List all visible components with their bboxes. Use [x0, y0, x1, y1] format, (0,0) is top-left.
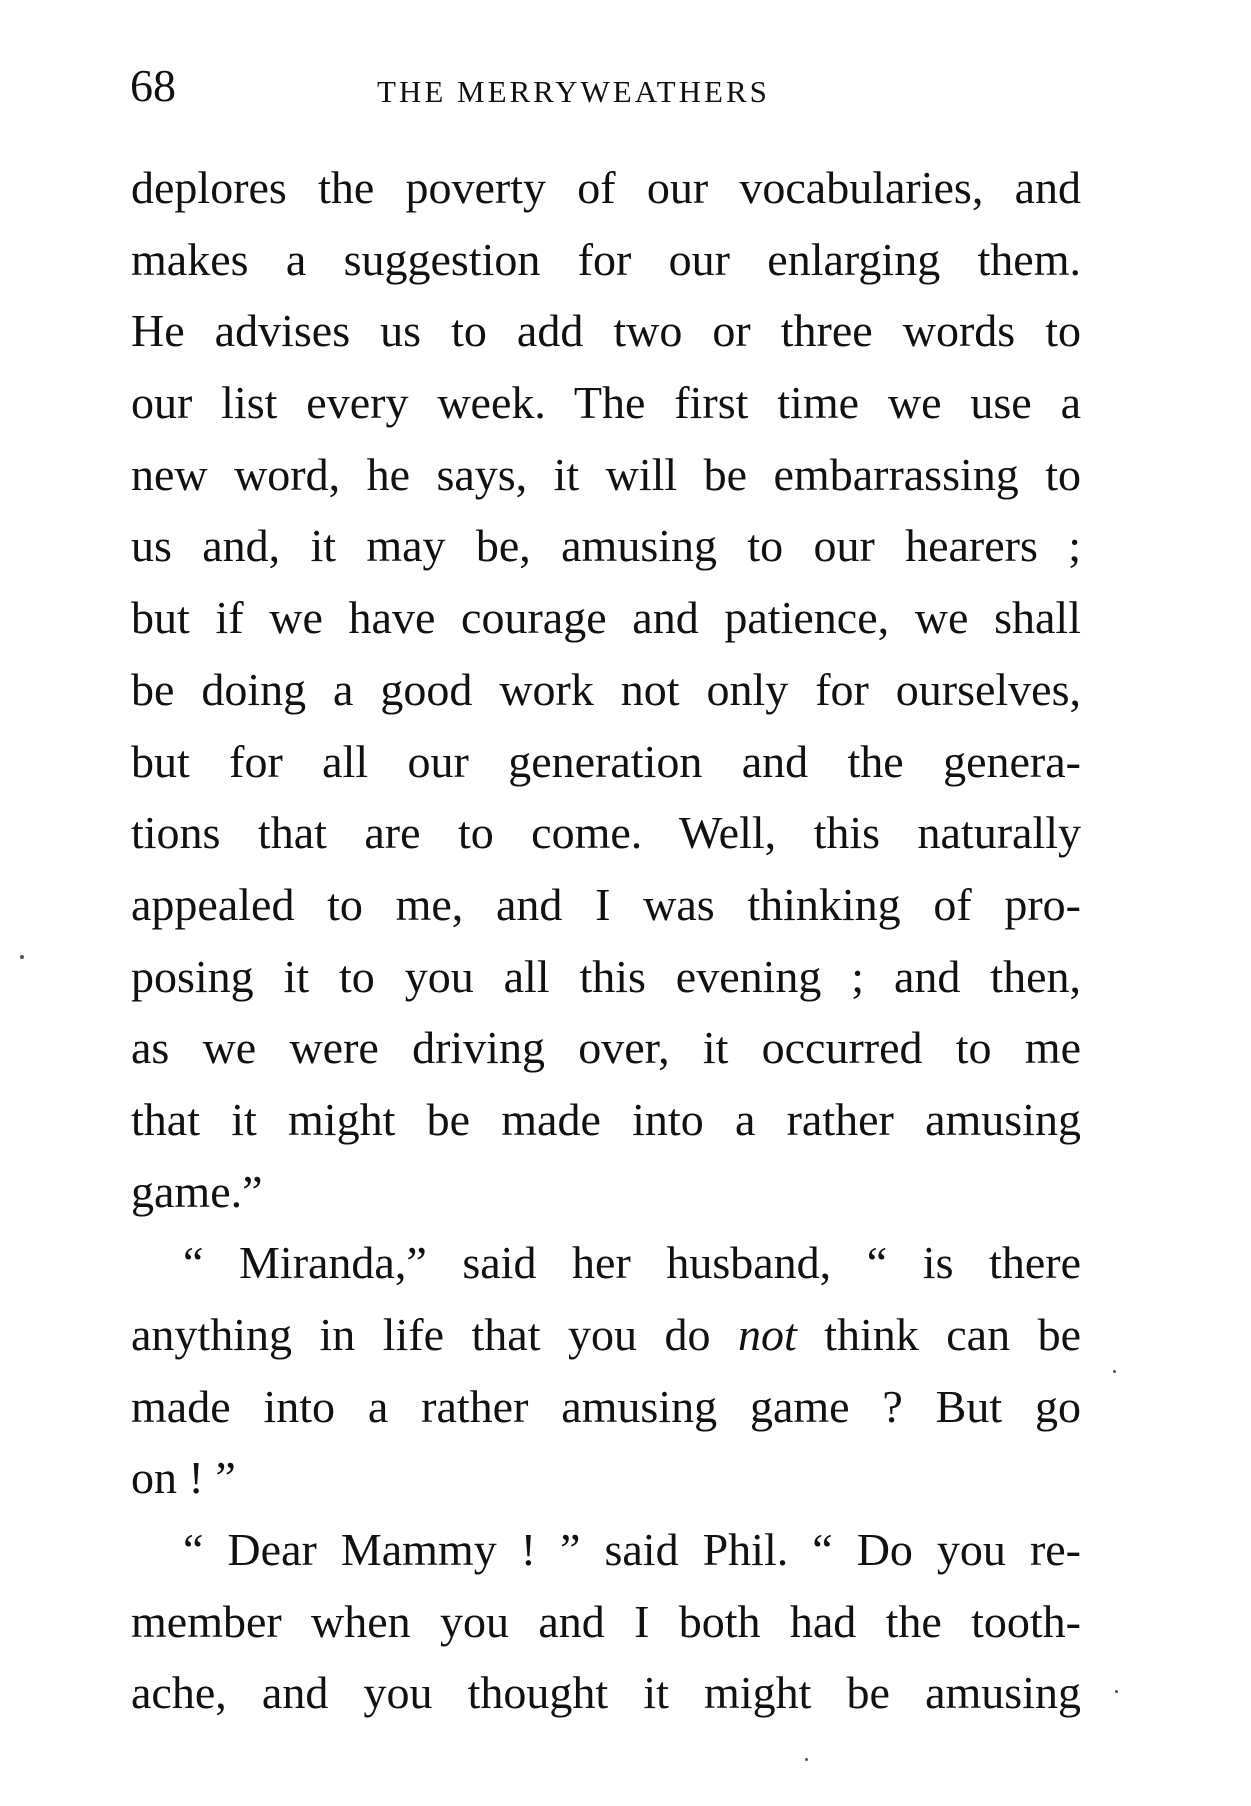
- text-line: makes a suggestion for our enlarging them.: [131, 233, 1081, 285]
- text-line-paragraph-start: [131, 1227, 1081, 1299]
- paper-speck: [20, 955, 24, 959]
- text-line: on ! ”: [131, 1452, 236, 1504]
- text-line: that it might be made into a rather amusing: [131, 1093, 1081, 1145]
- text-line: member when you and I both had the tooth-: [131, 1595, 1081, 1647]
- text-line: He advises us to add two or three words to: [131, 305, 1081, 357]
- text-line: made into a rather amusing game ? But go: [131, 1380, 1081, 1432]
- italic-emphasis: not: [737, 1309, 797, 1360]
- paper-speck: [805, 1758, 808, 1761]
- page-number: 68: [130, 60, 176, 111]
- text-line-paragraph-start: “ Dear Mammy ! ” said Phil. “ Do you re-: [183, 1524, 1081, 1576]
- text-line: appealed to me, and I was thinking of pro-: [131, 878, 1081, 930]
- text-line: game.”: [131, 1165, 263, 1217]
- body-text: [131, 152, 1081, 1729]
- text-segment: “ Miranda,” said her husband, “ is there: [183, 1237, 1081, 1289]
- text-line: ache, and you thought it might be amusing: [131, 1667, 1081, 1719]
- paper-speck: [1115, 1690, 1118, 1693]
- text-line: tions that are to come. Well, this naturally: [131, 807, 1081, 859]
- text-line: us and, it may be, amusing to our hearers ;: [131, 520, 1081, 572]
- paper-speck: [1113, 1370, 1116, 1373]
- text-line: new word, he says, it will be embarrassing to: [131, 448, 1081, 500]
- text-line-with-emphasis: [131, 1299, 1081, 1371]
- text-line: our list every week. The first time we use a: [131, 377, 1081, 429]
- text-line: be doing a good work not only for ourselves,: [131, 663, 1081, 715]
- text-line: as we were driving over, it occurred to me: [131, 1022, 1081, 1074]
- text-line: posing it to you all this evening ; and then,: [131, 950, 1081, 1002]
- text-line: but for all our generation and the genera-: [131, 735, 1081, 787]
- text-line: but if we have courage and patience, we shall: [131, 592, 1081, 644]
- text-segment: anything in life that you do: [131, 1309, 738, 1360]
- text-segment: think can be: [796, 1309, 1082, 1360]
- text-line: deplores the poverty of our vocabularies, and: [131, 162, 1081, 213]
- page-header: [130, 56, 1080, 116]
- running-head: THE MERRYWEATHERS: [377, 74, 770, 109]
